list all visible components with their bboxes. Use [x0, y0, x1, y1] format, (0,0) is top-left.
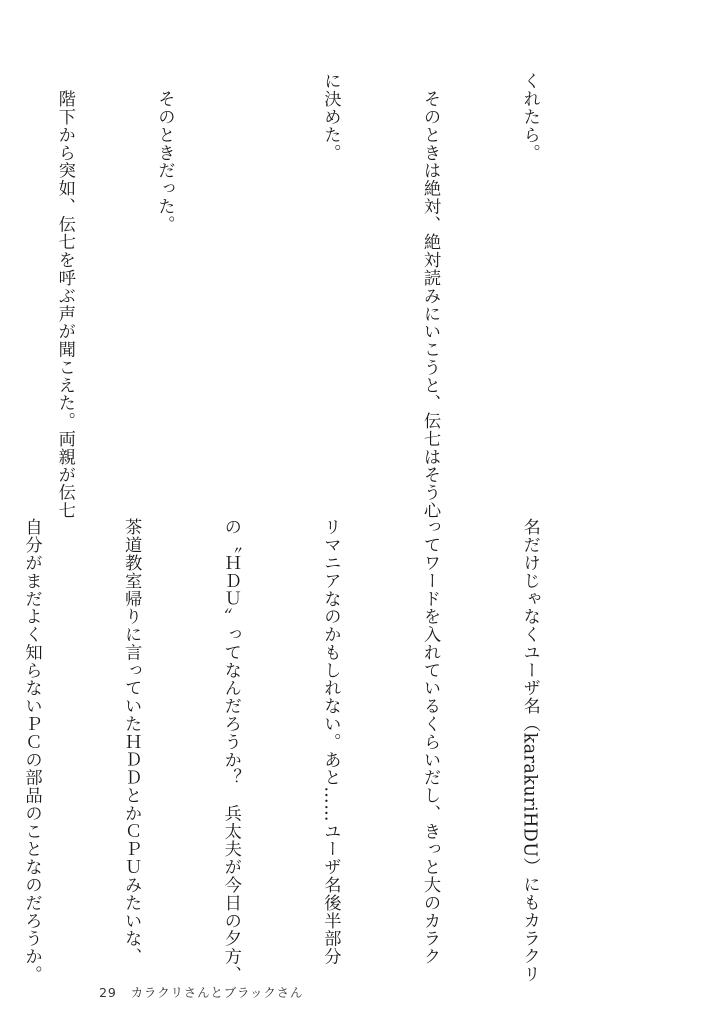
- running-title: カラクリさんとブラックさん: [130, 985, 304, 1000]
- page-number: 29: [99, 985, 117, 1000]
- text-column-top: [54, 72, 612, 520]
- text-column-bottom: [21, 518, 612, 984]
- text-line: そのときだった。: [154, 72, 175, 234]
- text-line: くれたら。: [519, 72, 540, 162]
- text-line: 階下から突如、伝七を呼ぶ声が聞こえた。両親が伝七: [54, 72, 75, 520]
- page-footer: [80, 968, 303, 1016]
- text-line: の〝ＨＤＵ〟ってなんだろうか？ 兵太夫が今日の夕方、: [220, 518, 241, 984]
- text-line: 名だけじゃなくユーザ名（karakuriHDU）にもカラクリ: [519, 518, 540, 983]
- text-line: 茶道教室帰りに言っていたＨＤＤとかＣＰＵみたいな、: [121, 518, 142, 966]
- text-line: に決めた。: [320, 72, 341, 162]
- text-line: ってワードを入れているくらいだし、きっと大のカラク: [419, 518, 440, 966]
- text-line: そのときは絶対、絶対読みにいこうと、伝七はそう心: [419, 72, 440, 520]
- text-line: 自分がまだよく知らないＰＣの部品のことなのだろうか。: [21, 518, 42, 984]
- text-line: リマニアなのかもしれない。あと……ユーザ名後半部分: [320, 518, 341, 966]
